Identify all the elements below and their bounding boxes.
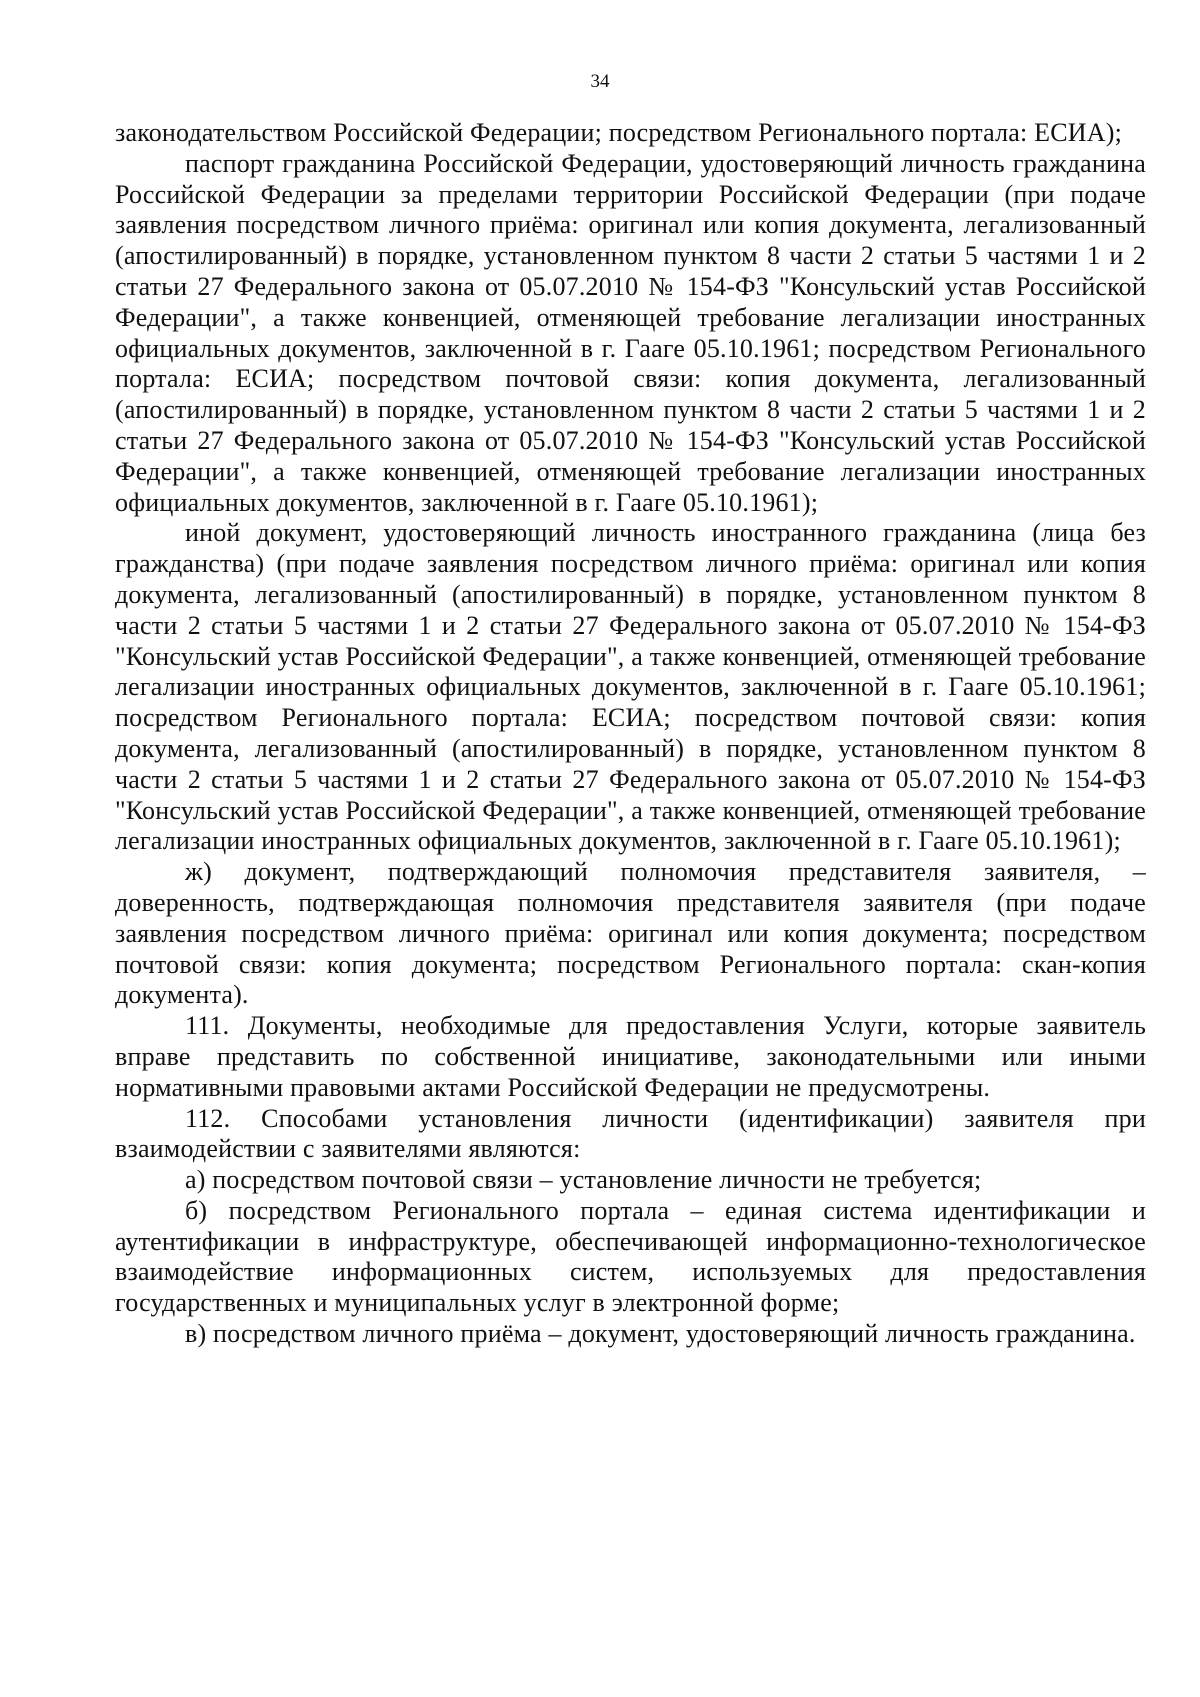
paragraph-representative-authority: ж) документ, подтверждающий полномочия представителя заявителя, – доверенность, подтверждающая полномочия представителя заявителя (при подаче заявления посредством личного приёма: оригинал или копия документа; посредством почтовой связи: копия документа; посредством Регионального портала: скан-копия документа). [115, 857, 1146, 1010]
paragraph-112: 112. Способами установления личности (идентификации) заявителя при взаимодействии с заявителями являются: [115, 1103, 1146, 1164]
page-number: 34 [590, 71, 610, 92]
document-body [115, 118, 1146, 1350]
paragraph-continuation: законодательством Российской Федерации; посредством Регионального портала: ЕСИА); [115, 118, 1123, 147]
paragraph-111: 111. Документы, необходимые для предоставления Услуги, которые заявитель вправе представить по собственной инициативе, законодательными или иными нормативными правовыми актами Российской Федерации не предусмотрены. [115, 1011, 1146, 1102]
paragraph-112-b: б) посредством Регионального портала – единая система идентификации и аутентификации в инфраструктуре, обеспечивающей информационно-технологическое взаимодействие информационных систем, используемых для предоставления государственных и муниципальных услуг в электронной форме; [115, 1195, 1146, 1318]
paragraph-foreign-id: иной документ, удостоверяющий личность иностранного гражданина (лица без гражданства) (при подаче заявления посредством личного приёма: оригинал или копия документа, легализованный (апостилированный) в порядке, установленном пунктом 8 части 2 статьи 5 частями 1 и 2 статьи 27 Федерального закона от 05.07.2010 № 154-ФЗ "Консульский устав Российской Федерации", а также конвенцией, отменяющей требование легализации иностранных официальных документов, заключенной в г. Гааге 05.10.1961; посредством Регионального портала: ЕСИА; посредством почтовой связи: копия документа, легализованный (апостилированный) в порядке, установленном пунктом 8 части 2 статьи 5 частями 1 и 2 статьи 27 Федерального закона от 05.07.2010 № 154-ФЗ "Консульский устав Российской Федерации", а также конвенцией, отменяющей требование легализации иностранных официальных документов, заключенной в г. Гааге 05.10.1961); [115, 518, 1146, 856]
paragraph-112-a: а) посредством почтовой связи – установление личности не требуется; [185, 1165, 982, 1195]
paragraph-passport-abroad: паспорт гражданина Российской Федерации, удостоверяющий личность гражданина Российской Федерации за пределами территории Российской Федерации (при подаче заявления посредством личного приёма: оригинал или копия документа, легализованный (апостилированный) в порядке, установленном пунктом 8 части 2 статьи 5 частями 1 и 2 статьи 27 Федерального закона от 05.07.2010 № 154-ФЗ "Консульский устав Российской Федерации", а также конвенцией, отменяющей требование легализации иностранных официальных документов, заключенной в г. Гааге 05.10.1961; посредством Регионального портала: ЕСИА; посредством почтовой связи: копия документа, легализованный (апостилированный) в порядке, установленном пунктом 8 части 2 статьи 5 частями 1 и 2 статьи 27 Федерального закона от 05.07.2010 № 154-ФЗ "Консульский устав Российской Федерации", а также конвенцией, отменяющей требование легализации иностранных официальных документов, заключенной в г. Гааге 05.10.1961); [115, 148, 1146, 517]
paragraph-112-v: в) посредством личного приёма – документ, удостоверяющий личность гражданина. [185, 1319, 1136, 1349]
